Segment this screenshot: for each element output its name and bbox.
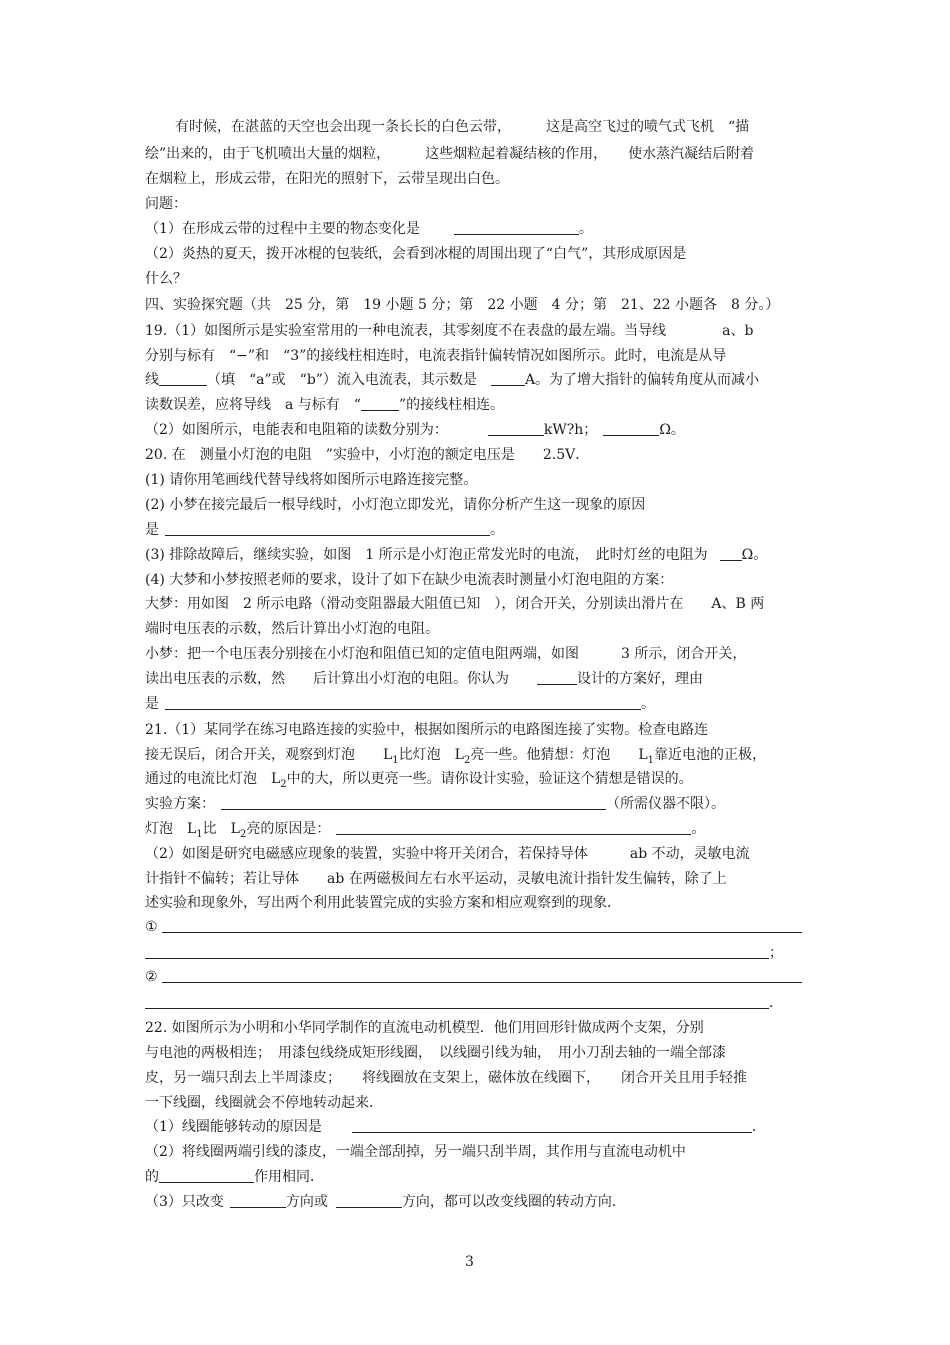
q22-line-4: 一下线圈，线圈就会不停地转动起来． — [145, 1095, 383, 1111]
q21-line-4 — [145, 795, 725, 813]
q20-line-6: (4) 大梦和小梦按照老师的要求，设计了如下在缺少电流表时测量小灯泡电阻的方案： — [145, 572, 674, 588]
page-number: 3 — [465, 1254, 474, 1270]
passage-line-3: 在烟粒上，形成云带，在阳光的照射下，云带呈现出白色。 — [145, 171, 509, 187]
blank — [159, 1168, 254, 1183]
q22-line-7 — [145, 1168, 324, 1186]
blank — [336, 820, 691, 835]
question-1-text: （1）在形成云带的过程中主要的物态变化是 — [145, 221, 420, 237]
subscript: 2 — [463, 754, 471, 766]
text: ． — [769, 995, 783, 1011]
blank — [361, 396, 399, 411]
subscript: 2 — [280, 778, 287, 790]
subscript: 1 — [196, 828, 203, 840]
answer-blank — [145, 994, 769, 1009]
q21-answer-1 — [145, 918, 802, 936]
text: 亮的原因是： — [246, 821, 331, 837]
text: 是 — [145, 522, 159, 538]
q21-answer-2 — [145, 968, 802, 986]
q20-line-8: 端时电压表的示数，然后计算出小灯泡的电阻。 — [145, 621, 439, 637]
q19-line-5 — [145, 421, 685, 439]
blank — [165, 521, 490, 536]
q22-line-1: 22. 如图所示为小明和小华同学制作的直流电动机模型．他们用回形针做成两个支架，分别 — [145, 1020, 704, 1036]
subscript: 1 — [647, 754, 655, 766]
answer-blank — [162, 968, 802, 983]
q21-answer-1-cont — [145, 944, 783, 962]
text: （填 “a”或 “b”）流入电流表，其示数是 — [207, 372, 477, 388]
text: 实验方案： — [145, 796, 215, 812]
q22-line-6: （2）将线圈两端引线的漆皮，一端全部刮掉，另一端只刮半周，其作用与直流电动机中 — [145, 1144, 686, 1160]
q21-line-6: （2）如图是研究电磁感应现象的装置，实验中将开关闭合，若保持导体 ab 不动，灵敏电流 — [145, 846, 750, 862]
q22-line-8 — [145, 1193, 626, 1211]
text: Ω。 — [659, 422, 685, 438]
q20-line-1: 20. 在 测量小灯泡的电阻 ”实验中，小灯泡的额定电压是 2.5V． — [145, 447, 590, 463]
text: 读数误差，应将导线 a 与标有 “ — [145, 397, 361, 413]
text: 中的大，所以更亮一些。请你设计实验，验证这个猜想是错误的。 — [286, 771, 693, 787]
q21-line-8: 述实验和现象外，写出两个利用此装置完成的实验方案和相应观察到的现象． — [145, 895, 621, 911]
q19-line-4 — [145, 396, 504, 414]
q21-line-2 — [145, 746, 766, 770]
text: 设计的方案好，理由 — [577, 671, 703, 687]
text: 接无误后，闭合开关，观察到灯泡 L — [145, 747, 393, 763]
text: 比灯泡 L — [398, 747, 464, 763]
passage-line-1: 有时候，在湛蓝的天空也会出现一条长长的白色云带， 这是高空飞过的喷气式飞机 “描 — [175, 119, 750, 135]
text: 。 — [490, 522, 504, 538]
text: ； — [769, 945, 783, 961]
text: kW?h； — [543, 422, 598, 438]
section-4-heading: 四、实验探究题（共 25 分，第 19 小题 5 分；第 22 小题 4 分；第 21、22 小题各 8 分。） — [145, 297, 780, 313]
q22-line-3: 皮，另一端只刮去上半周漆皮； 将线圈放在支架上，磁体放在线圈下， 闭合开关且用手轻推 — [145, 1070, 747, 1086]
questions-label: 问题： — [145, 196, 187, 212]
blank — [454, 220, 579, 235]
text: 线 — [145, 372, 159, 388]
blank — [230, 1193, 286, 1208]
circle-number-1: ① — [145, 919, 158, 935]
q20-line-7: 大梦：用如图 2 所示电路（滑动变阻器最大阻值已知 ），闭合开关，分别读出滑片在 A、B 两 — [145, 596, 765, 612]
text: 。 — [641, 696, 655, 712]
text: 读出电压表的示数，然 后计算出小灯泡的电阻。你认为 — [145, 671, 509, 687]
text: Ω。 — [741, 547, 768, 563]
q19-line-2: 分别与标有 “−”和 “3”的接线柱相连时，电流表指针偏转情况如图所示。此时，电流是从导 — [145, 348, 727, 364]
text: 比 L — [202, 821, 240, 837]
q20-line-4 — [145, 521, 504, 539]
blank — [336, 1193, 402, 1208]
text: (3) 排除故障后，继续实验，如图 1 所示是小灯泡正常发光时的电流， 此时灯丝的电阻为 — [145, 547, 708, 563]
text: （3）只改变 — [145, 1194, 224, 1210]
blank — [537, 670, 577, 685]
blank — [159, 371, 207, 386]
subscript: 1 — [392, 754, 399, 766]
blank — [488, 421, 544, 436]
text: （所需仪器不限）。 — [606, 796, 725, 812]
q20-line-3: (2) 小梦在接完最后一根导线时，小灯泡立即发光，请你分析产生这一现象的原因 — [145, 497, 646, 513]
text: 灯泡 L — [145, 821, 197, 837]
question-2-line-1: （2）炎热的夏天，拨开冰棍的包装纸，会看到冰棍的周围出现了“白气”，其形成原因是 — [145, 246, 687, 262]
blank — [221, 795, 606, 810]
q22-line-5 — [145, 1118, 766, 1136]
q19-line-3 — [145, 371, 759, 389]
passage-line-2: 绘”出来的，由于飞机喷出大量的烟粒， 这些烟粒起着凝结核的作用， 使水蒸汽凝结后附着 — [145, 146, 755, 162]
text: 方向或 — [285, 1194, 328, 1210]
q20-line-11 — [145, 695, 655, 713]
q20-line-9: 小梦：把一个电压表分别接在小灯泡和阻值已知的定值电阻两端，如图 3 所示，闭合开关， — [145, 646, 747, 662]
circle-number-2: ② — [145, 969, 158, 985]
q21-line-5 — [145, 820, 705, 844]
text: 靠近电池的正极， — [654, 747, 767, 763]
text: 的 — [145, 1169, 159, 1185]
text: ”的接线柱相连。 — [398, 397, 505, 413]
q22-line-2: 与电池的两极相连； 用漆包线绕成矩形线圈， 以线圈引线为轴， 用小刀刮去轴的一端全部漆 — [145, 1045, 726, 1061]
blank — [491, 371, 525, 386]
text: （2）如图所示，电能表和电阻箱的读数分别为： — [145, 422, 448, 438]
q21-line-1: 21.（1）某同学在练习电路连接的实验中，根据如图所示的电路图连接了实物。检查电路连 — [145, 722, 709, 738]
q21-line-3 — [145, 770, 693, 794]
blank — [603, 421, 659, 436]
answer-blank — [162, 918, 802, 933]
blank — [720, 546, 742, 561]
text: 通过的电流比灯泡 L — [145, 771, 281, 787]
blank — [165, 695, 641, 710]
q20-line-2: (1) 请你用笔画线代替导线将如图所示电路连接完整。 — [145, 472, 478, 488]
question-2-line-2: 什么？ — [145, 271, 187, 287]
text: 作用相同． — [254, 1169, 324, 1185]
text: 是 — [145, 696, 159, 712]
text: ． — [751, 1119, 766, 1135]
text: 。 — [691, 821, 706, 837]
q21-line-7: 计指针不偏转；若让导体 ab 在两磁极间左右水平运动，灵敏电流计指针发生偏转，除了上 — [145, 871, 727, 887]
text: 亮一些。他猜想：灯泡 L — [470, 747, 648, 763]
q21-answer-2-cont — [145, 994, 783, 1012]
q20-line-10 — [145, 670, 703, 688]
blank — [352, 1118, 752, 1133]
q20-line-5 — [145, 546, 767, 564]
question-1 — [145, 220, 593, 238]
text: （1）线圈能够转动的原因是 — [145, 1119, 322, 1135]
subscript: 2 — [239, 828, 247, 840]
text: 方向，都可以改变线圈的转动方向． — [401, 1194, 626, 1210]
answer-blank — [145, 944, 769, 959]
punct: 。 — [578, 221, 593, 237]
q19-line-1: 19.（1）如图所示是实验室常用的一种电流表，其零刻度不在表盘的最左端。当导线 a、b — [145, 323, 754, 339]
text: A。为了增大指针的偏转角度从而减小 — [524, 372, 760, 388]
